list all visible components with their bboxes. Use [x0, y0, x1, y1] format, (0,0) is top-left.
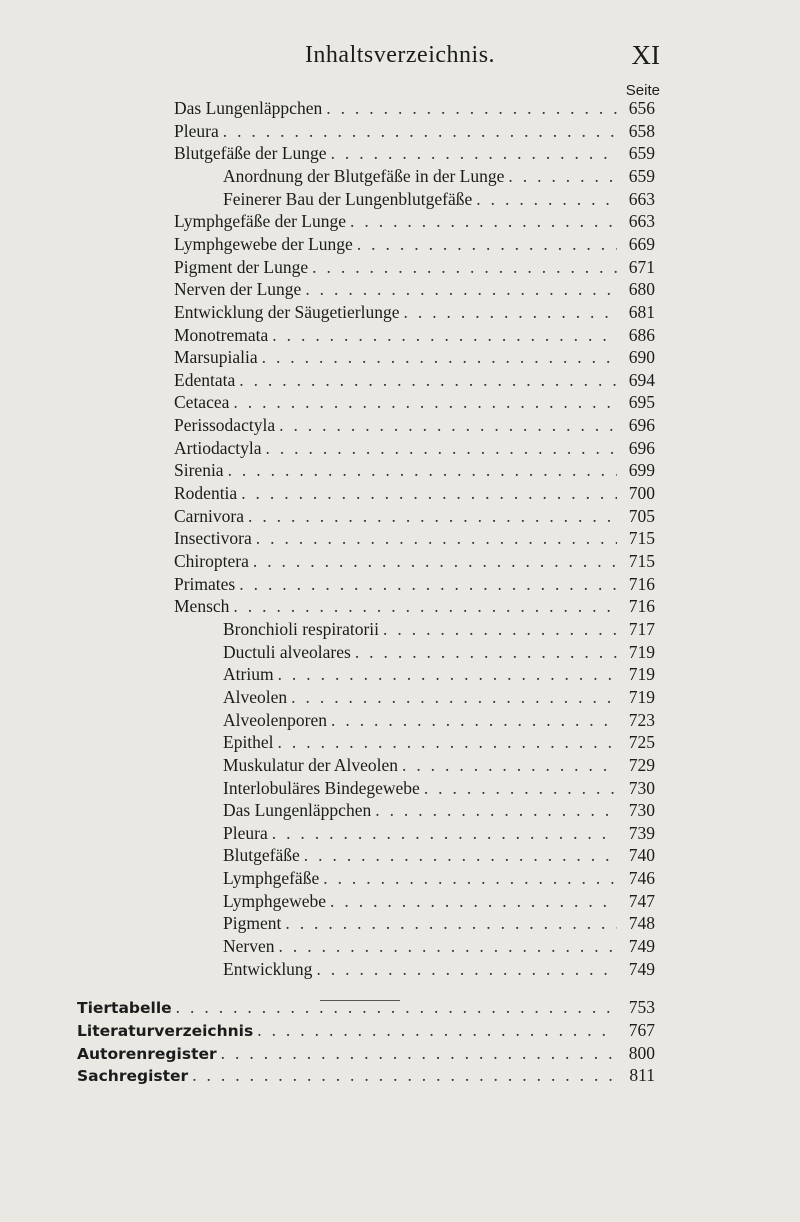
toc-entry-page: 719 — [628, 664, 655, 684]
toc-entry — [223, 165, 655, 187]
toc-entry — [77, 1042, 655, 1064]
toc-entry — [174, 346, 655, 368]
toc-entry-page: 749 — [628, 959, 655, 979]
toc-entry-page: 690 — [628, 347, 655, 367]
toc-entry — [174, 505, 655, 527]
toc-entry — [223, 822, 655, 844]
toc-entry-title: Monotremata — [174, 325, 269, 345]
toc-entry-title: Epithel — [223, 732, 274, 752]
toc-entry-title: Entwicklung — [223, 959, 313, 979]
toc-entry-title: Nerven der Lunge — [174, 279, 302, 299]
dot-leader — [308, 256, 617, 278]
toc-entry-title: Blutgefäße — [223, 845, 300, 865]
toc-entry-page: 669 — [628, 234, 655, 254]
toc-entry-page: 681 — [628, 302, 655, 322]
toc-entry-title: Pigment der Lunge — [174, 257, 309, 277]
toc-entry-page: 696 — [628, 415, 655, 435]
toc-entry-page: 716 — [628, 574, 655, 594]
dot-leader — [252, 527, 617, 549]
dot-leader — [420, 777, 617, 799]
dot-leader — [398, 754, 617, 776]
toc-entry-title: Blutgefäße der Lunge — [174, 143, 327, 163]
toc-entry — [174, 120, 655, 142]
toc-entry-title: Carnivora — [174, 506, 244, 526]
dot-leader — [219, 120, 617, 142]
toc-entry — [223, 799, 655, 821]
toc-entry-title: Das Lungenläppchen — [223, 800, 372, 820]
toc-entry — [223, 777, 655, 799]
toc-entry-title: Lymphgewebe — [223, 891, 327, 911]
toc-entry-title: Tiertabelle — [77, 999, 172, 1017]
dot-leader — [275, 414, 617, 436]
dot-leader — [504, 165, 617, 187]
toc-entry-title: Sachregister — [77, 1067, 189, 1085]
toc-entry-title: Marsupialia — [174, 347, 258, 367]
dot-leader — [268, 324, 617, 346]
dot-leader — [244, 505, 617, 527]
dot-leader — [312, 958, 617, 980]
toc-entry-page: 753 — [628, 997, 655, 1017]
toc-entry-page: 699 — [628, 460, 655, 480]
dot-leader — [326, 890, 617, 912]
toc-entry-title: Edentata — [174, 370, 236, 390]
toc-entry-title: Artiodactyla — [174, 438, 262, 458]
toc-entry-title: Sirenia — [174, 460, 224, 480]
toc-entry-page: 811 — [629, 1065, 655, 1085]
toc-entry-title: Lymphgefäße — [223, 868, 320, 888]
toc-entry — [223, 754, 655, 776]
toc-entry-page: 680 — [628, 279, 655, 299]
toc-entry — [77, 1019, 655, 1041]
toc-entry-title: Ductuli alveolares — [223, 642, 351, 662]
dot-leader — [261, 437, 617, 459]
toc-entry — [223, 958, 655, 980]
toc-entry — [174, 369, 655, 391]
dot-leader — [301, 278, 617, 300]
divider-rule — [320, 1000, 400, 1001]
toc-entry-title: Alveolenporen — [223, 710, 327, 730]
toc-entry-title: Alveolen — [223, 687, 288, 707]
toc-entry-page: 767 — [628, 1020, 655, 1040]
toc-entry — [223, 188, 655, 210]
toc-entry — [174, 97, 655, 119]
toc-entry-page: 729 — [628, 755, 655, 775]
dot-leader — [351, 641, 617, 663]
toc-entry-page: 717 — [628, 619, 655, 639]
toc-entry-title: Cetacea — [174, 392, 230, 412]
toc-entry-page: 694 — [628, 370, 655, 390]
dot-leader — [327, 142, 617, 164]
toc-entry-title: Muskulatur der Alveolen — [223, 755, 398, 775]
dot-leader — [235, 369, 617, 391]
page-column-label: Seite — [625, 82, 660, 99]
dot-leader — [322, 97, 617, 119]
toc-entry-page: 696 — [628, 438, 655, 458]
toc-entry-page: 800 — [628, 1043, 655, 1063]
toc-entry-page: 663 — [628, 189, 655, 209]
toc-entry-title: Lymphgefäße der Lunge — [174, 211, 347, 231]
dot-leader — [274, 731, 617, 753]
toc-entry-page: 663 — [628, 211, 655, 231]
toc-entry-page: 740 — [628, 845, 655, 865]
toc-entry-title: Chiroptera — [174, 551, 249, 571]
toc-entry-title: Das Lungenläppchen — [174, 98, 323, 118]
dot-leader — [274, 663, 617, 685]
toc-entry-title: Mensch — [174, 596, 230, 616]
toc-entry-page: 715 — [628, 528, 655, 548]
toc-entry-title: Entwicklung der Säugetierlunge — [174, 302, 400, 322]
dot-leader — [188, 1064, 617, 1086]
toc-entry-page: 730 — [628, 800, 655, 820]
toc-entry-title: Pleura — [223, 823, 268, 843]
toc-entry-title: Bronchioli respiratorii — [223, 619, 380, 639]
toc-entry-title: Perissodactyla — [174, 415, 276, 435]
running-title: Inhaltsverzeichnis. — [304, 42, 496, 68]
dot-leader — [287, 686, 617, 708]
toc-entry-page: 730 — [628, 778, 655, 798]
toc-entry — [174, 210, 655, 232]
toc-entry-page: 715 — [628, 551, 655, 571]
dot-leader — [258, 346, 617, 368]
toc-entry — [174, 301, 655, 323]
toc-entry-title: Anordnung der Blutgefäße in der Lunge — [223, 166, 505, 186]
toc-entry — [223, 935, 655, 957]
toc-entry-page: 747 — [628, 891, 655, 911]
toc-entry — [174, 414, 655, 436]
dot-leader — [275, 935, 617, 957]
toc-entry-page: 659 — [628, 166, 655, 186]
toc-entry-page: 748 — [628, 913, 655, 933]
toc-entry — [174, 324, 655, 346]
toc-entry-page: 719 — [628, 687, 655, 707]
dot-leader — [268, 822, 617, 844]
toc-entry-title: Primates — [174, 574, 236, 594]
toc-entry-page: 656 — [628, 98, 655, 118]
dot-leader — [235, 573, 617, 595]
toc-entry-title: Insectivora — [174, 528, 252, 548]
dot-leader — [353, 233, 617, 255]
toc-entry — [223, 618, 655, 640]
toc-entry — [223, 709, 655, 731]
toc-entry — [223, 641, 655, 663]
dot-leader — [281, 912, 617, 934]
dot-leader — [472, 188, 617, 210]
toc-entry-title: Feinerer Bau der Lungenblutgefäße — [223, 189, 473, 209]
toc-entry-title: Lymphgewebe der Lunge — [174, 234, 353, 254]
toc-entry-page: 686 — [628, 325, 655, 345]
toc-entry-page: 659 — [628, 143, 655, 163]
toc-entry-title: Pigment — [223, 913, 282, 933]
toc-entry-page: 723 — [628, 710, 655, 730]
toc-entry — [174, 573, 655, 595]
toc-entry-page: 725 — [628, 732, 655, 752]
toc-entry — [223, 663, 655, 685]
toc-entry-page: 695 — [628, 392, 655, 412]
toc-entry-title: Atrium — [223, 664, 274, 684]
dot-leader — [229, 595, 617, 617]
toc-entry — [223, 912, 655, 934]
dot-leader — [346, 210, 617, 232]
toc-entry-page: 700 — [628, 483, 655, 503]
toc-entry-title: Pleura — [174, 121, 219, 141]
toc-entry — [223, 731, 655, 753]
dot-leader — [327, 709, 617, 731]
toc-entry-page: 658 — [628, 121, 655, 141]
toc-entry-page: 749 — [628, 936, 655, 956]
toc-entry-title: Literaturverzeichnis — [77, 1022, 254, 1040]
toc-entry-page: 739 — [628, 823, 655, 843]
toc-entry-page: 746 — [628, 868, 655, 888]
toc-entry — [174, 256, 655, 278]
toc-entry-page: 671 — [628, 257, 655, 277]
dot-leader — [249, 550, 617, 572]
dot-leader — [224, 459, 617, 481]
dot-leader — [217, 1042, 617, 1064]
toc-entry — [223, 867, 655, 889]
dot-leader — [371, 799, 617, 821]
toc-entry-title: Rodentia — [174, 483, 238, 503]
toc-entry — [223, 844, 655, 866]
dot-leader — [379, 618, 617, 640]
toc-entry — [77, 1064, 655, 1086]
dot-leader — [319, 867, 617, 889]
toc-entry — [174, 278, 655, 300]
dot-leader — [229, 391, 617, 413]
page-number: XI — [631, 40, 660, 70]
toc-entry — [174, 482, 655, 504]
toc-entry — [174, 142, 655, 164]
toc-entry-page: 705 — [628, 506, 655, 526]
toc-entry-page: 719 — [628, 642, 655, 662]
toc-entry — [174, 459, 655, 481]
dot-leader — [300, 844, 617, 866]
toc-entry — [174, 391, 655, 413]
toc-entry — [174, 550, 655, 572]
toc-entry-page: 716 — [628, 596, 655, 616]
dot-leader — [400, 301, 618, 323]
toc-entry-title: Autorenregister — [77, 1045, 217, 1063]
toc-entry — [174, 527, 655, 549]
toc-entry — [174, 233, 655, 255]
toc-entry-title: Interlobuläres Bindegewebe — [223, 778, 420, 798]
toc-entry — [223, 686, 655, 708]
dot-leader — [237, 482, 617, 504]
toc-entry — [223, 890, 655, 912]
dot-leader — [253, 1019, 617, 1041]
toc-entry — [174, 595, 655, 617]
toc-entry — [174, 437, 655, 459]
toc-entry-title: Nerven — [223, 936, 275, 956]
